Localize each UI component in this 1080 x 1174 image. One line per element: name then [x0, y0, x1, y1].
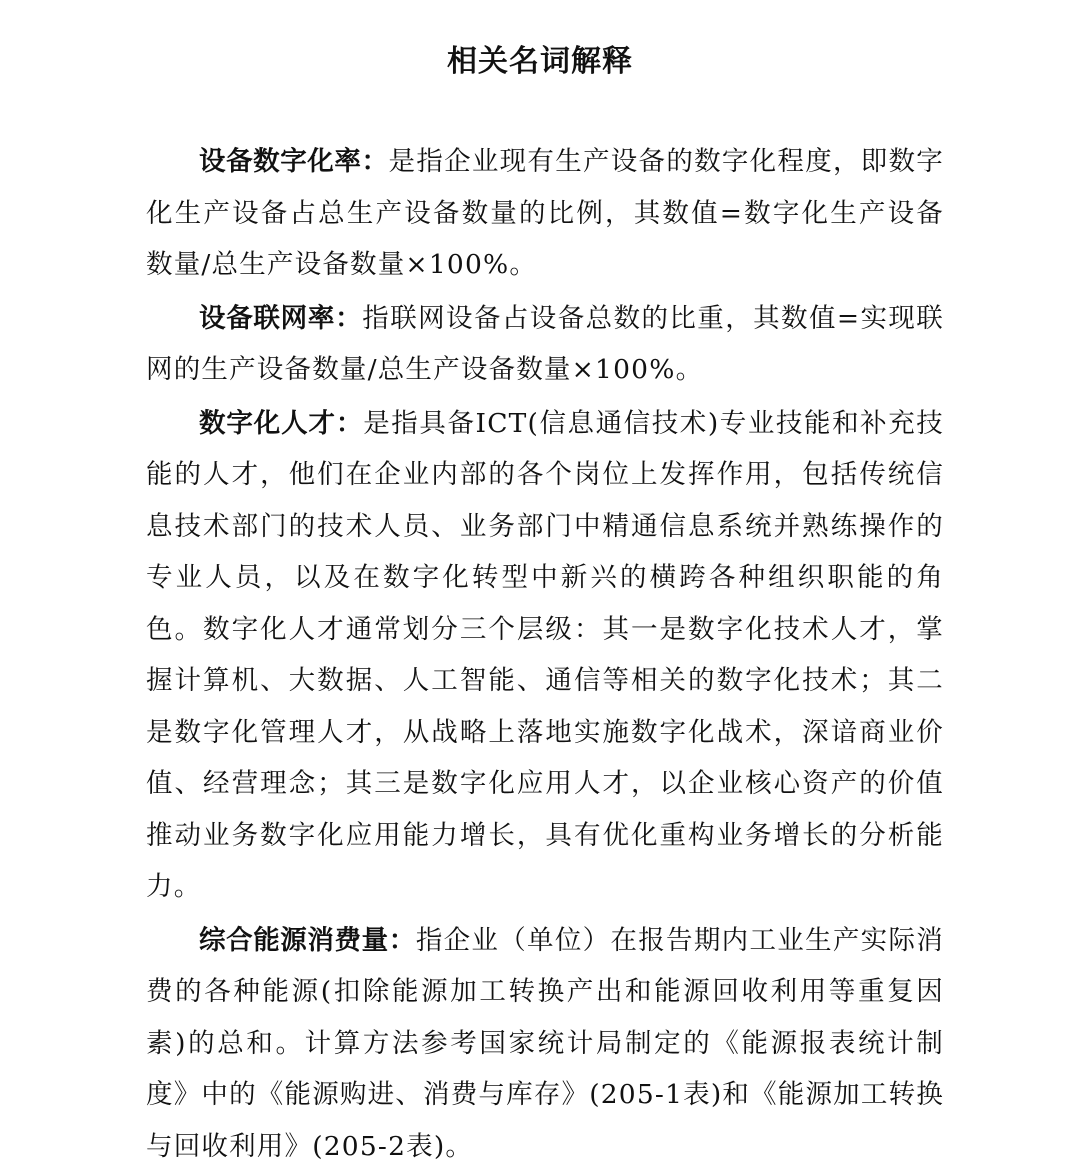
definition-paragraph	[146, 293, 944, 396]
term-definition: 指企业（单位）在报告期内工业生产实际消费的各种能源(扣除能源加工转换产出和能源回收利用等重复因素)的总和。计算方法参考国家统计局制定的《能源报表统计制度》中的《能源购进、消费与库存》(205-1表)和《能源加工转换与回收利用》(205-2表)。	[146, 924, 944, 1162]
term-label: 设备联网率：	[199, 302, 363, 334]
term-definition: 是指企业现有生产设备的数字化程度，即数字化生产设备占总生产设备数量的比例，其数值=数字化生产设备数量/总生产设备数量×100%。	[146, 146, 945, 280]
term-definition: 是指具备ICT(信息通信技术)专业技能和补充技能的人才，他们在企业内部的各个岗位上发挥作用，包括传统信息技术部门的技术人员、业务部门中精通信息系统并熟练操作的专业人员，以及在数字化转型中新兴的横跨各种组织职能的角色。数字化人才通常划分三个层级：其一是数字化技术人才，掌握计算机、大数据、人工智能、通信等相关的数字化技术；其二是数字化管理人才，从战略上落地实施数字化战术，深谙商业价值、经营理念；其三是数字化应用人才，以企业核心资产的价值推动业务数字化应用能力增长，具有优化重构业务增长的分析能力。	[146, 407, 944, 902]
document-body	[146, 136, 944, 1174]
definition-paragraph	[146, 915, 944, 1173]
term-definition: 指联网设备占设备总数的比重，其数值=实现联网的生产设备数量/总生产设备数量×100%。	[146, 302, 945, 385]
definition-paragraph	[146, 398, 944, 913]
document-title: 相关名词解释	[447, 44, 633, 79]
term-label: 设备数字化率：	[199, 146, 389, 177]
term-label: 综合能源消费量：	[199, 924, 416, 956]
definition-paragraph	[146, 136, 944, 291]
term-label: 数字化人才：	[199, 407, 364, 439]
